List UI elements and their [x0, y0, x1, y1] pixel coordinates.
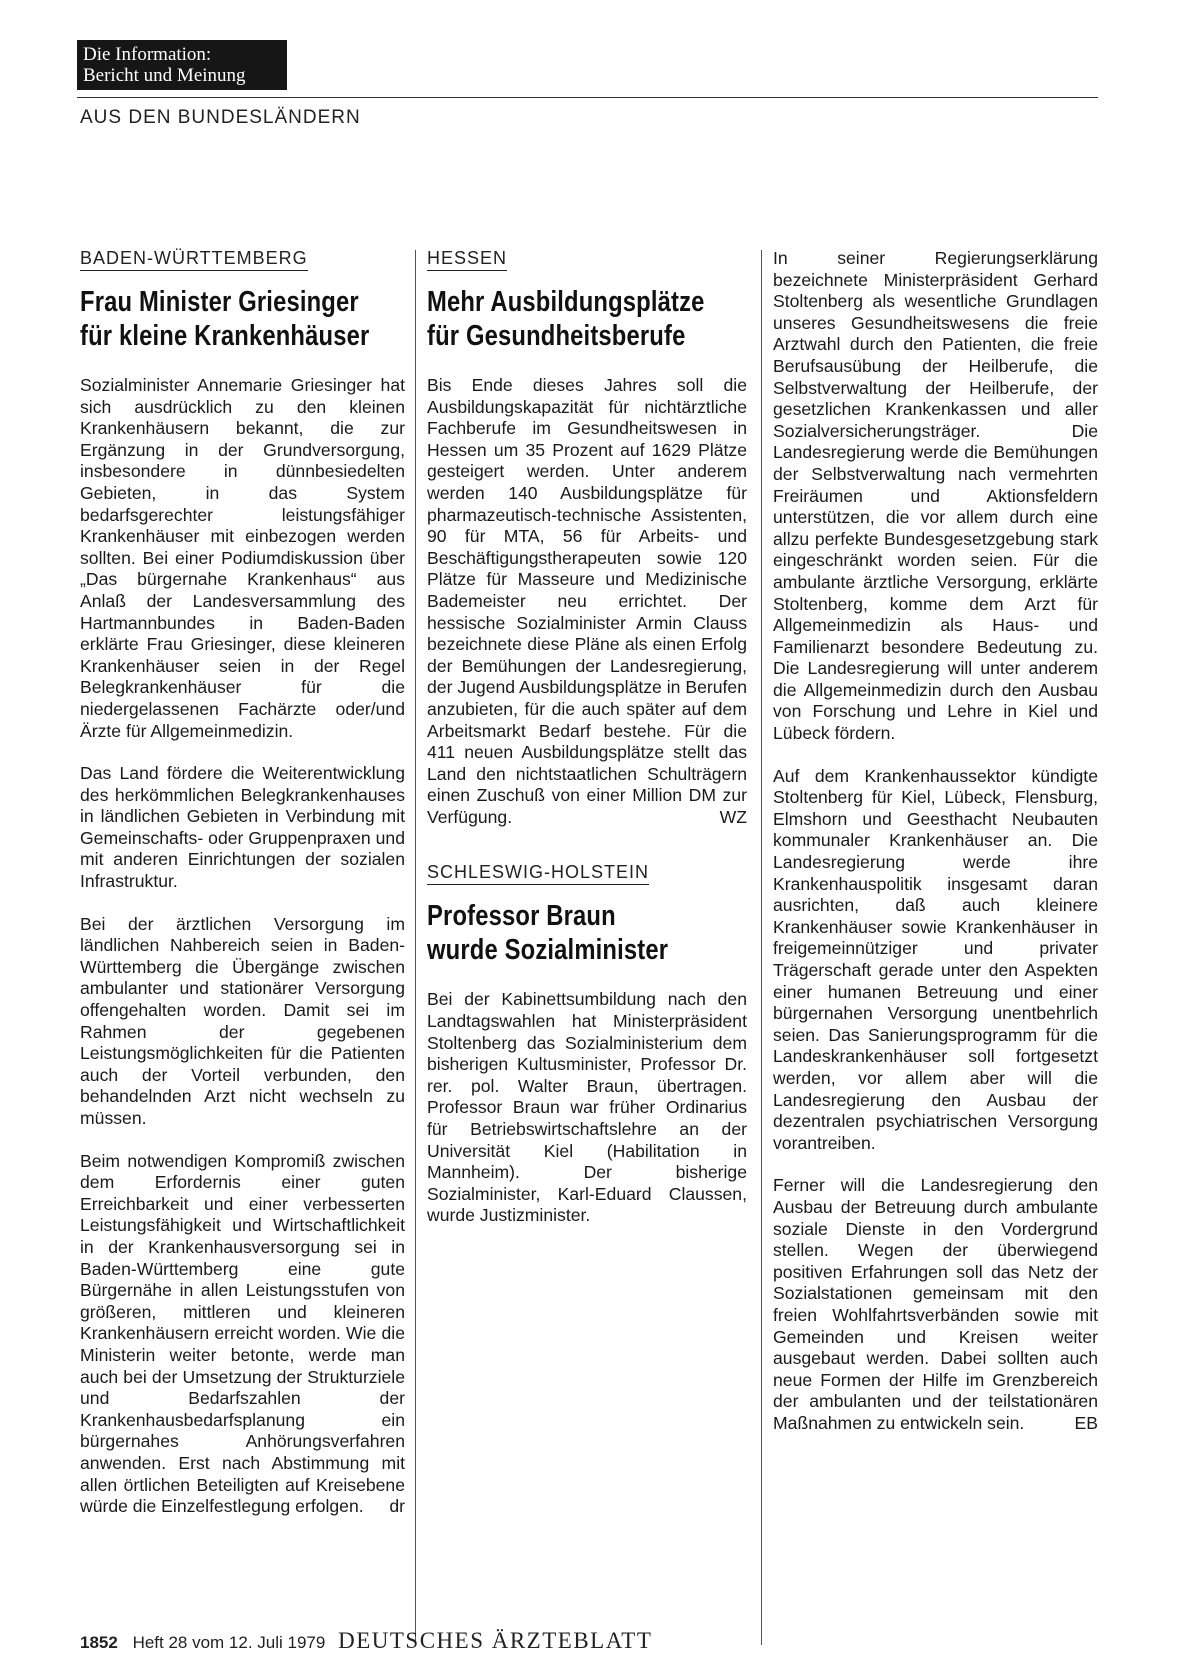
top-rule: [77, 97, 1098, 98]
title-line: wurde Sozialminister: [427, 934, 669, 967]
article-paragraph: Bei der Kabinettsumbildung nach den Landtagswahlen hat Ministerpräsident Stoltenberg das Sozialministerium dem bisherigen Kultusminister, Professor Dr. rer. pol. Walter Braun, übertragen. Professor Braun war früher Ordinarius für Betriebswirtschaftslehre an der Universität Kiel (Habilitation in Mannheim). Der bisherige Sozialminister, Karl-Eduard Claussen, wurde Justizminister.: [427, 989, 747, 1226]
masthead: DEUTSCHES ÄRZTEBLATT: [338, 1628, 653, 1653]
article-paragraph: In seiner Regierungserklärung bezeichnete Ministerpräsident Gerhard Stoltenberg als wesentliche Grundlagen unseres Gesundheitswesens die freie Arztwahl durch den Patienten, die freie Berufsausübung der Heilberufe, die Selbstverwaltung der Heilberufe, der gesetzlichen Krankenkassen und aller Sozialversicherungsträger. Die Landesregierung werde die Bemühungen der Selbstverwaltung nach vermehrten Freiräumen und Aktionsfeldern unterstützen, die vor allem durch eine allzu perfekte Bundesgesetzgebung stark eingeschränkt worden seien. Für die ambulante ärztliche Versorgung, erklärte Stoltenberg, komme dem Arzt für Allgemeinmedizin als Haus- und Familienarzt besondere Bedeutung zu. Die Landesregierung will unter anderem die Allgemeinmedizin durch den Ausbau von Forschung und Lehre in Kiel und Lübeck fördern.: [773, 248, 1098, 744]
issue-info: Heft 28 vom 12. Juli 1979: [132, 1633, 326, 1652]
section-label: AUS DEN BUNDESLÄNDERN: [80, 107, 361, 128]
article-paragraph: [80, 1151, 405, 1518]
title-line: für Gesundheitsberufe: [427, 320, 686, 352]
column-2: [427, 248, 747, 1227]
paragraph-text: Bis Ende dieses Jahres soll die Ausbildungskapazität für nichtärztliche Fachberufe im Gesundheitswesen in Hessen um 35 Prozent auf 1629 Plätze gesteigert werden. Unter anderem werden 140 Ausbildungsplätze für pharmazeutisch-technische Assistenten, 90 für MTA, 56 für Arbeits- und Beschäftigungstherapeuten sowie 120 Plätze für Masseure und Medizinische Bademeister neu errichtet. Der hessische Sozialminister Armin Clauss bezeichnete diese Pläne als einen Erfolg der Bemühungen der Landesregierung, der Jugend Ausbildungsplätze in Berufen anzubieten, für die auch später auf dem Arbeitsmarkt Bedarf bestehe. Für die 411 neuen Ausbildungsplätze stellt das Land den nichtstaatlichen Schulträgern einen Zuschuß von einer Million DM zur Verfügung.: [427, 375, 747, 827]
rubric-line-1: Die Information:: [83, 44, 212, 65]
column-divider: [761, 250, 762, 1645]
page-footer: [80, 1628, 652, 1654]
title-line: Frau Minister Griesinger: [80, 286, 359, 318]
column-3: [773, 248, 1098, 1434]
column-1: [80, 248, 405, 1518]
page-number: 1852: [80, 1633, 118, 1652]
article-title: [80, 285, 405, 353]
column-divider: [415, 250, 416, 1645]
article-paragraph: Sozialminister Annemarie Griesinger hat sich ausdrücklich zu den kleinen Krankenhäusern bekannt, die zur Ergänzung in der Grundversorgung, insbesondere in dünnbesiedelten Gebieten, in das System bedarfsgerechter leistungsfähiger Krankenhäuser mit einbezogen werden sollten. Bei einer Podiumdiskussion über „Das bürgernahe Krankenhaus“ aus Anlaß der Landesversammlung des Hartmannbundes in Baden-Baden erklärte Frau Griesinger, diese kleineren Krankenhäuser seien in der Regel Belegkrankenhäuser für die niedergelassenen Fachärzte oder/und Ärzte für Allgemeinmedizin.: [80, 375, 405, 741]
region-label: SCHLESWIG-HOLSTEIN: [427, 862, 649, 885]
article-paragraph: [773, 1175, 1098, 1434]
article-title: [427, 285, 747, 353]
title-line: für kleine Krankenhäuser: [80, 320, 370, 352]
author-signature: EB: [1074, 1412, 1098, 1433]
article-paragraph: [427, 375, 747, 828]
region-label: BADEN-WÜRTTEMBERG: [80, 248, 308, 271]
article-paragraph: Bei der ärztlichen Versorgung im ländlichen Nahbereich seien in Baden-Württemberg die Übergänge zwischen ambulanter und stationärer Versorgung offengehalten worden. Damit sei im Rahmen der gegebenen Leistungsmöglichkeiten für die Patienten auch der Vorteil verbunden, den behandelnden Arzt nicht wechseln zu müssen.: [80, 913, 405, 1128]
paragraph-text: Beim notwendigen Kompromiß zwischen dem Erfordernis einer guten Erreichbarkeit und einer verbesserten Leistungsfähigkeit und Wirtschaftlichkeit in der Krankenhausversorgung sei in Baden-Württemberg eine gute Bürgernähe in allen Leistungsstufen von größeren, mittleren und kleineren Krankenhäusern erreicht worden. Wie die Ministerin weiter betonte, werde man auch bei der Umsetzung der Strukturziele und Bedarfszahlen der Krankenhausbedarfsplanung ein bürgernahes Anhörungsverfahren anwenden. Erst nach Abstimmung mit allen örtlichen Beteiligten auf Kreisebene würde die Einzelfestlegung erfolgen.: [80, 1150, 405, 1517]
article-paragraph: Das Land fördere die Weiterentwicklung des herkömmlichen Belegkrankenhauses in ländlichen Gebieten in Verbindung mit Gemeinschafts- oder Gruppenpraxen und mit anderen Einrichtungen der sozialen Infrastruktur.: [80, 763, 405, 892]
rubric-box: [77, 40, 287, 90]
paragraph-text: Ferner will die Landesregierung den Ausbau der Betreuung durch ambulante soziale Dienste in den Vordergrund stellen. Wegen der überwiegend positiven Erfahrungen soll das Netz der Sozialstationen gemeinsam mit den freien Wohlfahrtsverbänden sowie mit Gemeinden und Kreisen weiter ausgebaut werden. Dabei sollten auch neue Formen der Hilfe im Grenzbereich der ambulanten und der teilstationären Maßnahmen zu entwickeln sein.: [773, 1175, 1098, 1433]
rubric-line-2: Bericht und Meinung: [83, 65, 246, 86]
region-label: HESSEN: [427, 248, 507, 271]
article-paragraph: Auf dem Krankenhaussektor kündigte Stoltenberg für Kiel, Lübeck, Flensburg, Elmshorn und Geesthacht Neubauten kommunaler Krankenhäuser an. Die Landesregierung werde ihre Krankenhauspolitik insgesamt daran ausrichten, daß auch kleinere Krankenhäuser sowie Krankenhäuser in freigemeinnütziger und privater Trägerschaft gerade unter den Aspekten einer humanen Betreuung und einer bürgernahen Versorgung unentbehrlich seien. Das Sanierungsprogramm für die Landeskrankenhäuser soll fortgesetzt werden, vor allem aber will die Landesregierung den Ausbau der dezentralen psychiatrischen Versorgung vorantreiben.: [773, 765, 1098, 1153]
author-signature: dr: [389, 1496, 405, 1517]
title-line: Professor Braun: [427, 900, 616, 933]
author-signature: WZ: [719, 806, 747, 827]
title-line: Mehr Ausbildungsplätze: [427, 286, 705, 318]
article-title: [427, 899, 747, 967]
